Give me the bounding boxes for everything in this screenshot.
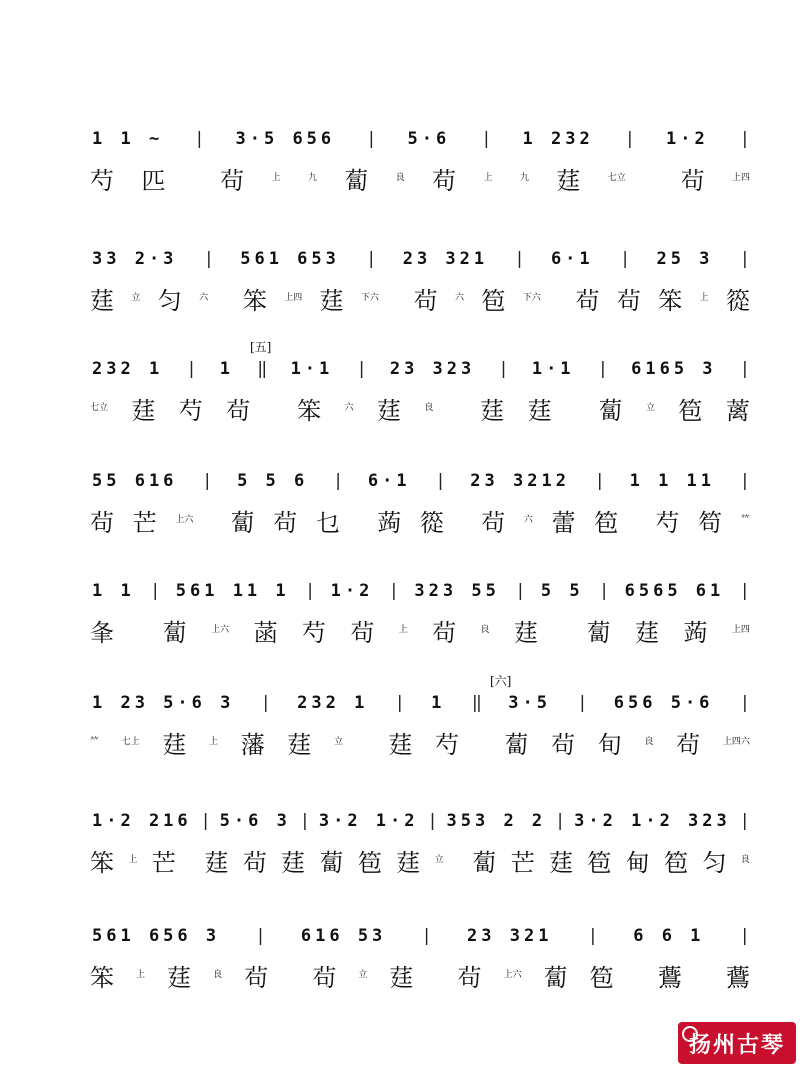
jianzi-character: 茍 bbox=[226, 396, 251, 425]
note-group: 5 5 6 bbox=[237, 471, 309, 491]
jianzi-character: 上六 bbox=[175, 514, 194, 525]
jianzi-character: 蔔 bbox=[586, 618, 611, 647]
jianzi-character: 莛 bbox=[396, 848, 421, 877]
notation-row bbox=[90, 356, 750, 382]
note-group: 23 321 bbox=[402, 249, 489, 269]
jianzi-character: 六 bbox=[455, 292, 465, 303]
barline: | bbox=[594, 471, 605, 491]
jianzi-character: 上四六 bbox=[722, 736, 750, 747]
jianzi-character: 菡 bbox=[253, 618, 278, 647]
jianzi-character: 上 bbox=[209, 736, 219, 747]
jianzi-character: 茍 bbox=[413, 286, 438, 315]
jianzi-character: 蔔 bbox=[504, 730, 529, 759]
barline: | bbox=[481, 129, 492, 149]
jianzi-character: 茍 bbox=[90, 508, 114, 537]
barline: | bbox=[366, 129, 377, 149]
jianzipu-row bbox=[90, 612, 750, 648]
barline: | bbox=[202, 471, 213, 491]
jianzi-character: 藩 bbox=[240, 730, 265, 759]
jianzi-character: 匹 bbox=[141, 166, 166, 195]
note-group: 1 1 bbox=[92, 581, 135, 601]
jianzi-character: 莛 bbox=[556, 166, 581, 195]
jianzi-character: 笱 bbox=[698, 508, 723, 537]
jianzi-character: 上 bbox=[271, 172, 281, 183]
jianzi-character: 莛 bbox=[376, 396, 401, 425]
notation-row bbox=[90, 578, 750, 604]
note-group: 232 1 bbox=[92, 359, 164, 379]
barline: | bbox=[186, 359, 197, 379]
jianzipu-row bbox=[90, 160, 750, 196]
jianzi-character: 良 bbox=[480, 624, 490, 635]
score-system bbox=[90, 338, 750, 438]
jianzi-character: 莛 bbox=[527, 396, 552, 425]
jianzi-character: 上四 bbox=[731, 624, 750, 635]
barline: | bbox=[427, 811, 438, 831]
score-system bbox=[90, 228, 750, 328]
jianzi-character: 莛 bbox=[513, 618, 538, 647]
jianzi-character: 良 bbox=[395, 172, 405, 183]
jianzi-character: 莛 bbox=[635, 618, 660, 647]
jianzi-character: 茍 bbox=[220, 166, 245, 195]
score-system bbox=[90, 905, 750, 1005]
jianzi-character: 笣 bbox=[678, 396, 703, 425]
jianzi-character: 立 bbox=[434, 854, 444, 865]
barline: | bbox=[555, 811, 566, 831]
note-group: 6·1 bbox=[550, 249, 594, 269]
barline: | bbox=[194, 129, 205, 149]
note-group: 6·1 bbox=[367, 471, 411, 491]
jianzi-character: 芍 bbox=[655, 508, 680, 537]
jianzi-character: 茍 bbox=[481, 508, 506, 537]
jianzi-character: 芒 bbox=[510, 848, 535, 877]
jianzi-character: 蓠 bbox=[725, 396, 750, 425]
barline: ‖ bbox=[471, 693, 482, 713]
jianzi-character: 笨 bbox=[242, 286, 267, 315]
jianzi-character: 下六 bbox=[360, 292, 379, 303]
jianzi-character: 九 bbox=[307, 172, 317, 183]
jianzi-character: 茍 bbox=[616, 286, 641, 315]
jianzi-character: 莛 bbox=[480, 396, 505, 425]
jianzi-character: 蔔 bbox=[598, 396, 623, 425]
jianzi-character: 蔔 bbox=[162, 618, 187, 647]
jianzi-character: 夆 bbox=[90, 618, 114, 647]
jianzi-character: 上四 bbox=[731, 172, 750, 183]
jianzi-character: 六 bbox=[523, 514, 533, 525]
note-group: 3·2 1·2 323 bbox=[574, 811, 731, 831]
jianzi-character: 上六 bbox=[503, 969, 522, 980]
jianzi-character: 莛 bbox=[549, 848, 574, 877]
note-group: 3·5 bbox=[508, 693, 551, 713]
jianzi-character: 良 bbox=[740, 854, 750, 865]
barline: ‖ bbox=[257, 359, 268, 379]
jianzi-character: 上 bbox=[483, 172, 493, 183]
barline: | bbox=[203, 249, 214, 269]
jianzi-character: 莛 bbox=[90, 286, 114, 315]
jianzi-character: 甸 bbox=[625, 848, 650, 877]
jianzi-character: 立 bbox=[334, 736, 344, 747]
jianzi-character: 篵 bbox=[725, 286, 750, 315]
barline: | bbox=[739, 693, 750, 713]
jianzi-character: 笣 bbox=[357, 848, 382, 877]
note-group: 1·2 bbox=[666, 129, 709, 149]
jianzi-character: 立 bbox=[358, 969, 368, 980]
note-group: 1 1 ~ bbox=[92, 129, 164, 149]
barline: | bbox=[421, 926, 432, 946]
jianzi-character: 蔔 bbox=[319, 848, 344, 877]
jianzi-character: 茍 bbox=[273, 508, 298, 537]
note-group: 1 23 5·6 3 bbox=[92, 693, 235, 713]
note-group: 33 2·3 bbox=[92, 249, 178, 269]
jianzi-character: 蕾 bbox=[551, 508, 576, 537]
jianzi-character: 笨 bbox=[297, 396, 322, 425]
barline: | bbox=[739, 129, 750, 149]
jianzi-character: 蔔 bbox=[543, 963, 568, 992]
watermark-logo bbox=[678, 1022, 796, 1064]
note-group: 3·2 1·2 bbox=[318, 811, 419, 831]
jianzipu-row bbox=[90, 280, 750, 316]
note-group: 232 1 bbox=[297, 693, 369, 713]
jianzi-character: 六 bbox=[344, 402, 354, 413]
jianzi-character: 笣 bbox=[589, 963, 614, 992]
notation-row bbox=[90, 246, 750, 272]
note-group: 23 323 bbox=[389, 359, 476, 379]
note-group: 1 bbox=[219, 359, 234, 379]
jianzi-character: 笨 bbox=[90, 963, 114, 992]
note-group: 1·2 bbox=[330, 581, 374, 601]
jianzi-character: 莛 bbox=[131, 396, 156, 425]
jianzi-character: 莛 bbox=[287, 730, 312, 759]
barline: | bbox=[394, 693, 405, 713]
note-group: 3·5 656 bbox=[235, 129, 336, 149]
section-marker: [五] bbox=[250, 340, 272, 354]
score-system bbox=[90, 672, 750, 772]
jianzi-character: 良 bbox=[424, 402, 434, 413]
note-group: 1·2 216 bbox=[92, 811, 192, 831]
jianzi-character: 莛 bbox=[162, 730, 187, 759]
score-system bbox=[90, 450, 750, 550]
barline: | bbox=[598, 581, 610, 601]
note-group: 5 5 bbox=[540, 581, 584, 601]
barline: | bbox=[366, 249, 377, 269]
jianzi-character: 茍 bbox=[575, 286, 600, 315]
jianzi-character: 旬 bbox=[597, 730, 622, 759]
note-group: 353 2 2 bbox=[446, 811, 547, 831]
score-system bbox=[90, 790, 750, 890]
barline: | bbox=[739, 249, 750, 269]
jianzi-character: 莛 bbox=[281, 848, 306, 877]
jianzi-character: 下六 bbox=[522, 292, 541, 303]
note-group: 1 1 11 bbox=[629, 471, 716, 491]
jianzi-character: 鷰 bbox=[725, 963, 750, 992]
jianzi-character: 芍 bbox=[301, 618, 326, 647]
barline: | bbox=[514, 249, 525, 269]
barline: | bbox=[200, 811, 211, 831]
jianzi-character: 茍 bbox=[432, 618, 457, 647]
notation-row bbox=[90, 923, 750, 949]
note-group: 6565 61 bbox=[624, 581, 725, 601]
jianzi-character: 上四 bbox=[284, 292, 303, 303]
jianzi-character: 𥫗 bbox=[740, 514, 750, 525]
note-group: 6 6 1 bbox=[633, 926, 705, 946]
notation-row bbox=[90, 468, 750, 494]
barline: | bbox=[739, 471, 750, 491]
barline: | bbox=[739, 359, 750, 379]
barline: | bbox=[624, 129, 635, 149]
jianzi-character: 蒟 bbox=[683, 618, 708, 647]
barline: | bbox=[515, 581, 526, 601]
jianzi-character: 九 bbox=[519, 172, 529, 183]
jianzi-character: 上六 bbox=[211, 624, 230, 635]
jianzi-character: 蔔 bbox=[344, 166, 369, 195]
note-group: 55 616 bbox=[92, 471, 178, 491]
jianzi-character: 蔔 bbox=[230, 508, 255, 537]
note-group: 656 5·6 bbox=[613, 693, 714, 713]
jianzi-character: 莛 bbox=[167, 963, 192, 992]
jianzipu-row bbox=[90, 502, 750, 538]
score-system bbox=[90, 560, 750, 660]
jianzi-character: 上 bbox=[398, 624, 408, 635]
note-group: 561 653 bbox=[240, 249, 340, 269]
jianzi-character: 笣 bbox=[594, 508, 619, 537]
jianzi-character: 笣 bbox=[481, 286, 506, 315]
barline: | bbox=[299, 811, 310, 831]
barline: | bbox=[150, 581, 161, 601]
note-group: 1·1 bbox=[290, 359, 334, 379]
jianzi-character: 篵 bbox=[419, 508, 444, 537]
barline: | bbox=[332, 471, 344, 491]
jianzi-character: 𥫗 bbox=[90, 736, 100, 747]
barline: | bbox=[260, 693, 271, 713]
note-group: 561 656 3 bbox=[92, 926, 221, 946]
barline: | bbox=[388, 581, 400, 601]
jianzi-character: 莛 bbox=[388, 730, 413, 759]
barline: | bbox=[739, 581, 750, 601]
section-marker: [六] bbox=[490, 674, 512, 688]
jianzi-character: 莛 bbox=[204, 848, 229, 877]
jianzi-character: 笨 bbox=[90, 848, 114, 877]
barline: | bbox=[356, 359, 367, 379]
jianzi-character: 匀 bbox=[702, 848, 727, 877]
note-group: 561 11 1 bbox=[175, 581, 290, 601]
notation-row bbox=[90, 126, 750, 152]
note-group: 23 321 bbox=[467, 926, 553, 946]
jianzi-character: 芍 bbox=[178, 396, 203, 425]
jianzi-character: 茍 bbox=[457, 963, 482, 992]
jianzi-character: 苟 bbox=[432, 166, 457, 195]
note-group: 1 232 bbox=[522, 129, 594, 149]
jianzi-character: 七立 bbox=[607, 172, 626, 183]
jianzi-character: 鷰 bbox=[657, 963, 682, 992]
jianzi-character: 七立 bbox=[90, 402, 109, 413]
jianzipu-row bbox=[90, 724, 750, 760]
jianzipu-row bbox=[90, 957, 750, 993]
jianzi-character: 蔔 bbox=[472, 848, 497, 877]
jianzi-character: 良 bbox=[213, 969, 223, 980]
jianzi-character: 莛 bbox=[389, 963, 414, 992]
jianzi-character: 上 bbox=[128, 854, 138, 865]
barline: | bbox=[739, 926, 750, 946]
jianzi-character: 芒 bbox=[151, 848, 176, 877]
jianzipu-row bbox=[90, 842, 750, 878]
jianzi-character: 茍 bbox=[350, 618, 375, 647]
note-group: 6165 3 bbox=[631, 359, 717, 379]
barline: | bbox=[255, 926, 266, 946]
jianzi-character: 上 bbox=[699, 292, 709, 303]
jianzi-character: 蒟 bbox=[377, 508, 402, 537]
note-group: 5·6 bbox=[407, 129, 451, 149]
note-group: 1 bbox=[431, 693, 446, 713]
jianzi-character: 七上 bbox=[121, 736, 140, 747]
jianzi-character: 立 bbox=[131, 292, 141, 303]
jianzipu-row bbox=[90, 390, 750, 426]
barline: | bbox=[597, 359, 608, 379]
jianzi-character: 乜 bbox=[315, 508, 340, 537]
jianzi-character: 笣 bbox=[587, 848, 612, 877]
note-group: 5·6 3 bbox=[219, 811, 291, 831]
logo-text: 扬州古琴 bbox=[688, 1032, 785, 1058]
jianzi-character: 立 bbox=[645, 402, 655, 413]
barline: | bbox=[577, 693, 588, 713]
note-group: 1·1 bbox=[531, 359, 575, 379]
jianzi-character: 芒 bbox=[132, 508, 157, 537]
score-system bbox=[90, 108, 750, 208]
jianzi-character: 茍 bbox=[680, 166, 705, 195]
jianzi-character: 芍 bbox=[90, 166, 114, 195]
jianzi-character: 茍 bbox=[312, 963, 337, 992]
note-group: 323 55 bbox=[414, 581, 500, 601]
jianzi-character: 笨 bbox=[658, 286, 683, 315]
jianzi-character: 芍 bbox=[435, 730, 460, 759]
note-group: 25 3 bbox=[656, 249, 714, 269]
jianzi-character: 匀 bbox=[157, 286, 182, 315]
note-group: 23 3212 bbox=[470, 471, 570, 491]
barline: | bbox=[305, 581, 316, 601]
barline: | bbox=[619, 249, 631, 269]
barline: | bbox=[435, 471, 446, 491]
logo-icon bbox=[682, 1026, 698, 1042]
barline: | bbox=[739, 811, 750, 831]
notation-row bbox=[90, 808, 750, 834]
jianzi-character: 六 bbox=[199, 292, 209, 303]
barline: | bbox=[587, 926, 598, 946]
jianzi-character: 茍 bbox=[551, 730, 576, 759]
jianzi-character: 茍 bbox=[244, 963, 269, 992]
jianzi-character: 笣 bbox=[664, 848, 689, 877]
jianzi-character: 茍 bbox=[676, 730, 701, 759]
note-group: 616 53 bbox=[300, 926, 387, 946]
barline: | bbox=[498, 359, 509, 379]
jianzi-character: 良 bbox=[644, 736, 654, 747]
jianzi-character: 莛 bbox=[319, 286, 344, 315]
notation-row bbox=[90, 690, 750, 716]
jianzi-character: 茍 bbox=[242, 848, 267, 877]
jianzi-character: 上 bbox=[136, 969, 146, 980]
